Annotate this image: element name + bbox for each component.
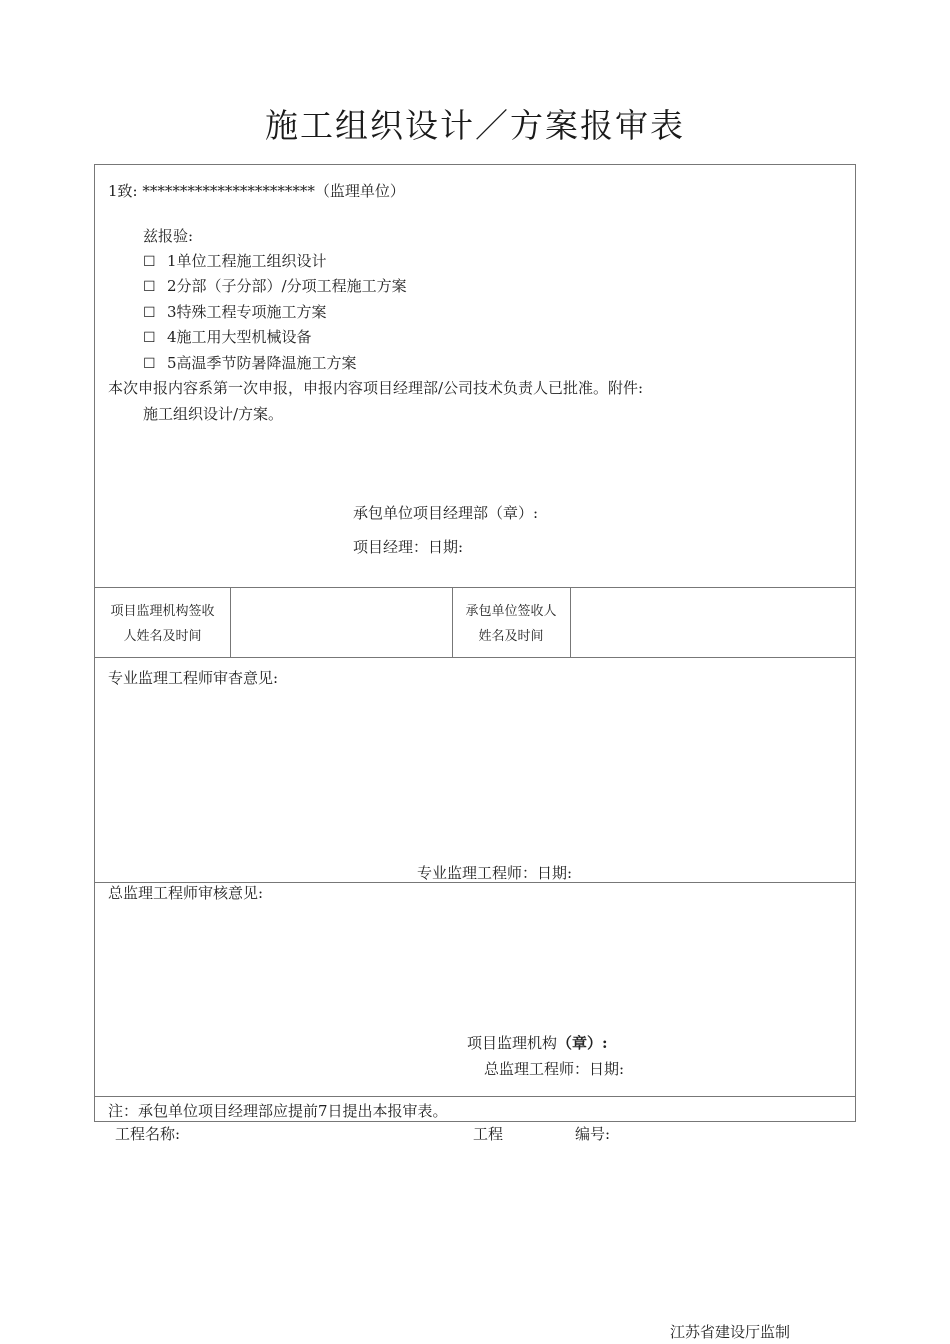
option-label: 1单位工程施工组织设计 xyxy=(167,252,327,270)
chief-review-heading: 总监理工程师审核意见: xyxy=(108,884,264,902)
option-label: 3特殊工程专项施工方案 xyxy=(167,303,327,321)
option-item xyxy=(143,327,312,348)
approval-form xyxy=(94,164,856,1122)
manager-date-label: 项目经理：日期: xyxy=(353,538,464,556)
divider xyxy=(95,657,855,658)
checkbox-icon[interactable]: ☐ xyxy=(143,305,156,321)
recipient-line: 1致: ***********************（监理单位） xyxy=(108,182,405,200)
page-title: 施工组织设计／方案报审表 xyxy=(265,106,685,145)
divider xyxy=(230,587,231,657)
checkbox-icon[interactable]: ☐ xyxy=(143,356,156,372)
project-name-label: 工程名称: xyxy=(115,1125,181,1143)
project-label: 工程 xyxy=(473,1125,504,1143)
contractor-dept-label: 承包单位项目经理部（章）: xyxy=(353,504,539,522)
checkbox-icon[interactable]: ☐ xyxy=(143,254,156,270)
issuer-text: 江苏省建设厅监制 xyxy=(670,1323,791,1341)
option-label: 5高温季节防暑降温施工方案 xyxy=(167,354,357,372)
option-item xyxy=(143,276,407,297)
chief-signature-line: 总监理工程师：日期: xyxy=(484,1060,625,1078)
option-label: 4施工用大型机械设备 xyxy=(167,328,312,346)
specialist-review-heading: 专业监理工程师审杳意见: xyxy=(108,669,279,687)
option-item xyxy=(143,251,327,272)
supervisor-receipt-label: 项目监理机构签收 人姓名及时间 xyxy=(110,604,215,644)
attachment-text: 施工组织设计/方案。 xyxy=(143,405,284,423)
number-label: 编号: xyxy=(575,1125,611,1143)
supervision-org-seal-line: 项目监理机构（章）: xyxy=(467,1034,608,1052)
divider xyxy=(95,1096,855,1097)
intro-text: 兹报验: xyxy=(143,227,194,245)
statement-text: 本次申报内容系第一次申报，申报内容项目经理部/公司技术负责人已批准。附件: xyxy=(108,379,644,397)
note-text: 注：承包单位项目经理部应提前7日提出本报审表。 xyxy=(108,1102,448,1120)
option-item xyxy=(143,302,327,323)
specialist-signature-line: 专业监理工程师：日期: xyxy=(417,864,573,882)
option-item xyxy=(143,353,357,374)
option-label: 2分部（子分部）/分项工程施工方案 xyxy=(167,277,407,295)
checkbox-icon[interactable]: ☐ xyxy=(143,279,156,295)
divider xyxy=(95,587,855,588)
divider xyxy=(570,587,571,657)
checkbox-icon[interactable]: ☐ xyxy=(143,330,156,346)
contractor-receipt-label: 承包单位签收人 姓名及时间 xyxy=(465,604,557,644)
